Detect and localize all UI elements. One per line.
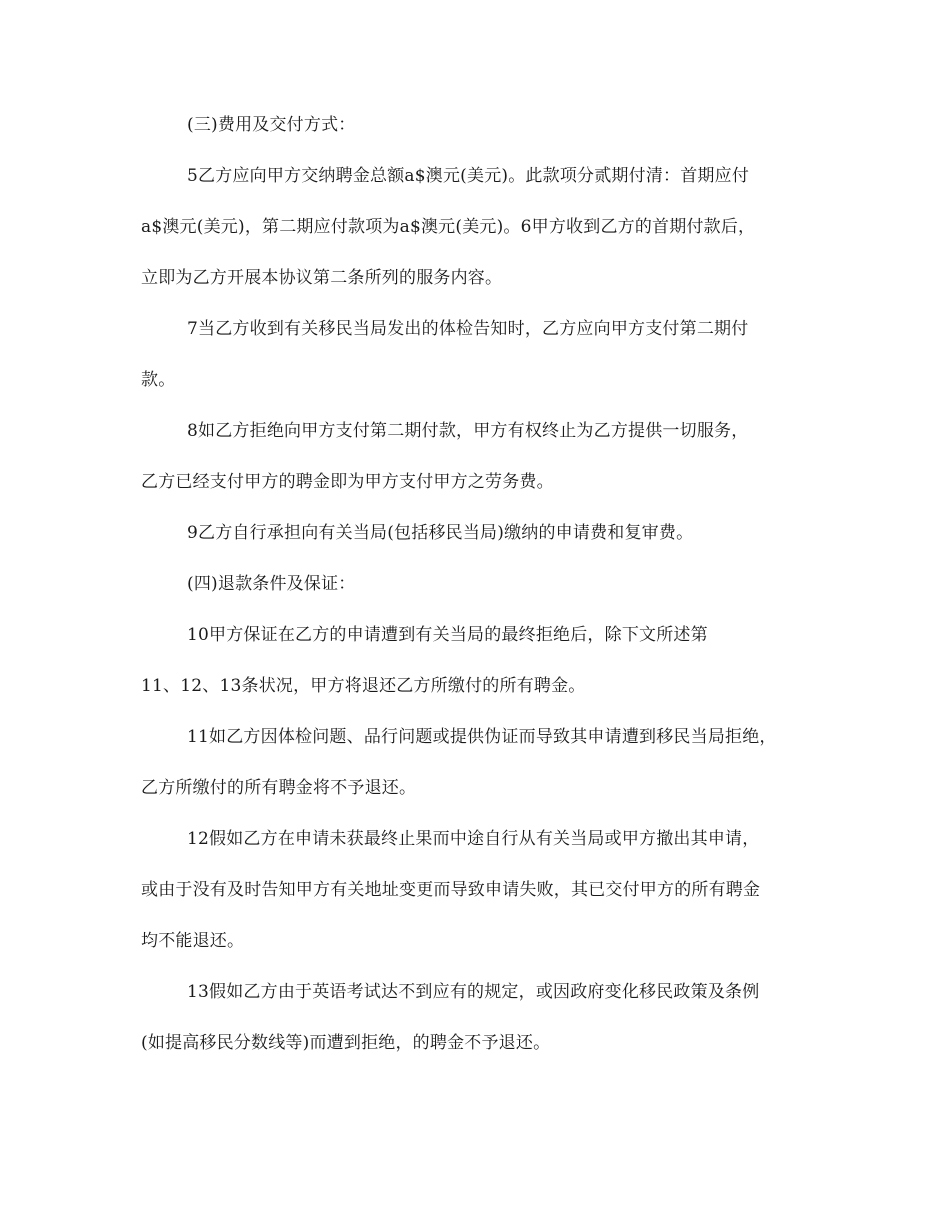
clause-7-line-2: 款。	[141, 370, 176, 390]
section-heading-refund: (四)退款条件及保证：	[187, 574, 356, 594]
clause-12-line-2: 或由于没有及时告知甲方有关地址变更而导致申请失败，其已交付甲方的所有聘金	[141, 880, 761, 900]
section-heading-fees: (三)费用及交付方式：	[187, 115, 356, 135]
clause-13-line-1: 13假如乙方由于英语考试达不到应有的规定，或因政府变化移民政策及条例	[187, 982, 760, 1002]
clause-11-line-1: 11如乙方因体检问题、品行问题或提供伪证而导致其申请遭到移民当局拒绝，	[187, 727, 777, 747]
clause-6-line-2: 立即为乙方开展本协议第二条所列的服务内容。	[141, 268, 503, 288]
clause-7-line-1: 7当乙方收到有关移民当局发出的体检告知时，乙方应向甲方支付第二期付	[187, 319, 749, 339]
clause-12-line-3: 均不能退还。	[141, 931, 245, 951]
clause-13-line-2: (如提高移民分数线等)而遭到拒绝，的聘金不予退还。	[141, 1033, 551, 1053]
clause-5-line-1: 5乙方应向甲方交纳聘金总额a$澳元(美元)。此款项分贰期付清：首期应付	[187, 166, 750, 186]
clause-5-line-2: a$澳元(美元)，第二期应付款项为a$澳元(美元)。6甲方收到乙方的首期付款后，	[141, 217, 756, 237]
clause-9: 9乙方自行承担向有关当局(包括移民当局)缴纳的申请费和复审费。	[187, 523, 694, 543]
clause-10-line-2: 11、12、13条状况，甲方将退还乙方所缴付的所有聘金。	[141, 676, 586, 696]
clause-10-line-1: 10甲方保证在乙方的申请遭到有关当局的最终拒绝后，除下文所述第	[187, 625, 708, 645]
clause-11-line-2: 乙方所缴付的所有聘金将不予退还。	[141, 778, 417, 798]
clause-12-line-1: 12假如乙方在申请未获最终止果而中途自行从有关当局或甲方撤出其申请，	[187, 829, 760, 849]
clause-8-line-1: 8如乙方拒绝向甲方支付第二期付款，甲方有权终止为乙方提供一切服务，	[187, 421, 749, 441]
clause-8-line-2: 乙方已经支付甲方的聘金即为甲方支付甲方之劳务费。	[141, 472, 554, 492]
